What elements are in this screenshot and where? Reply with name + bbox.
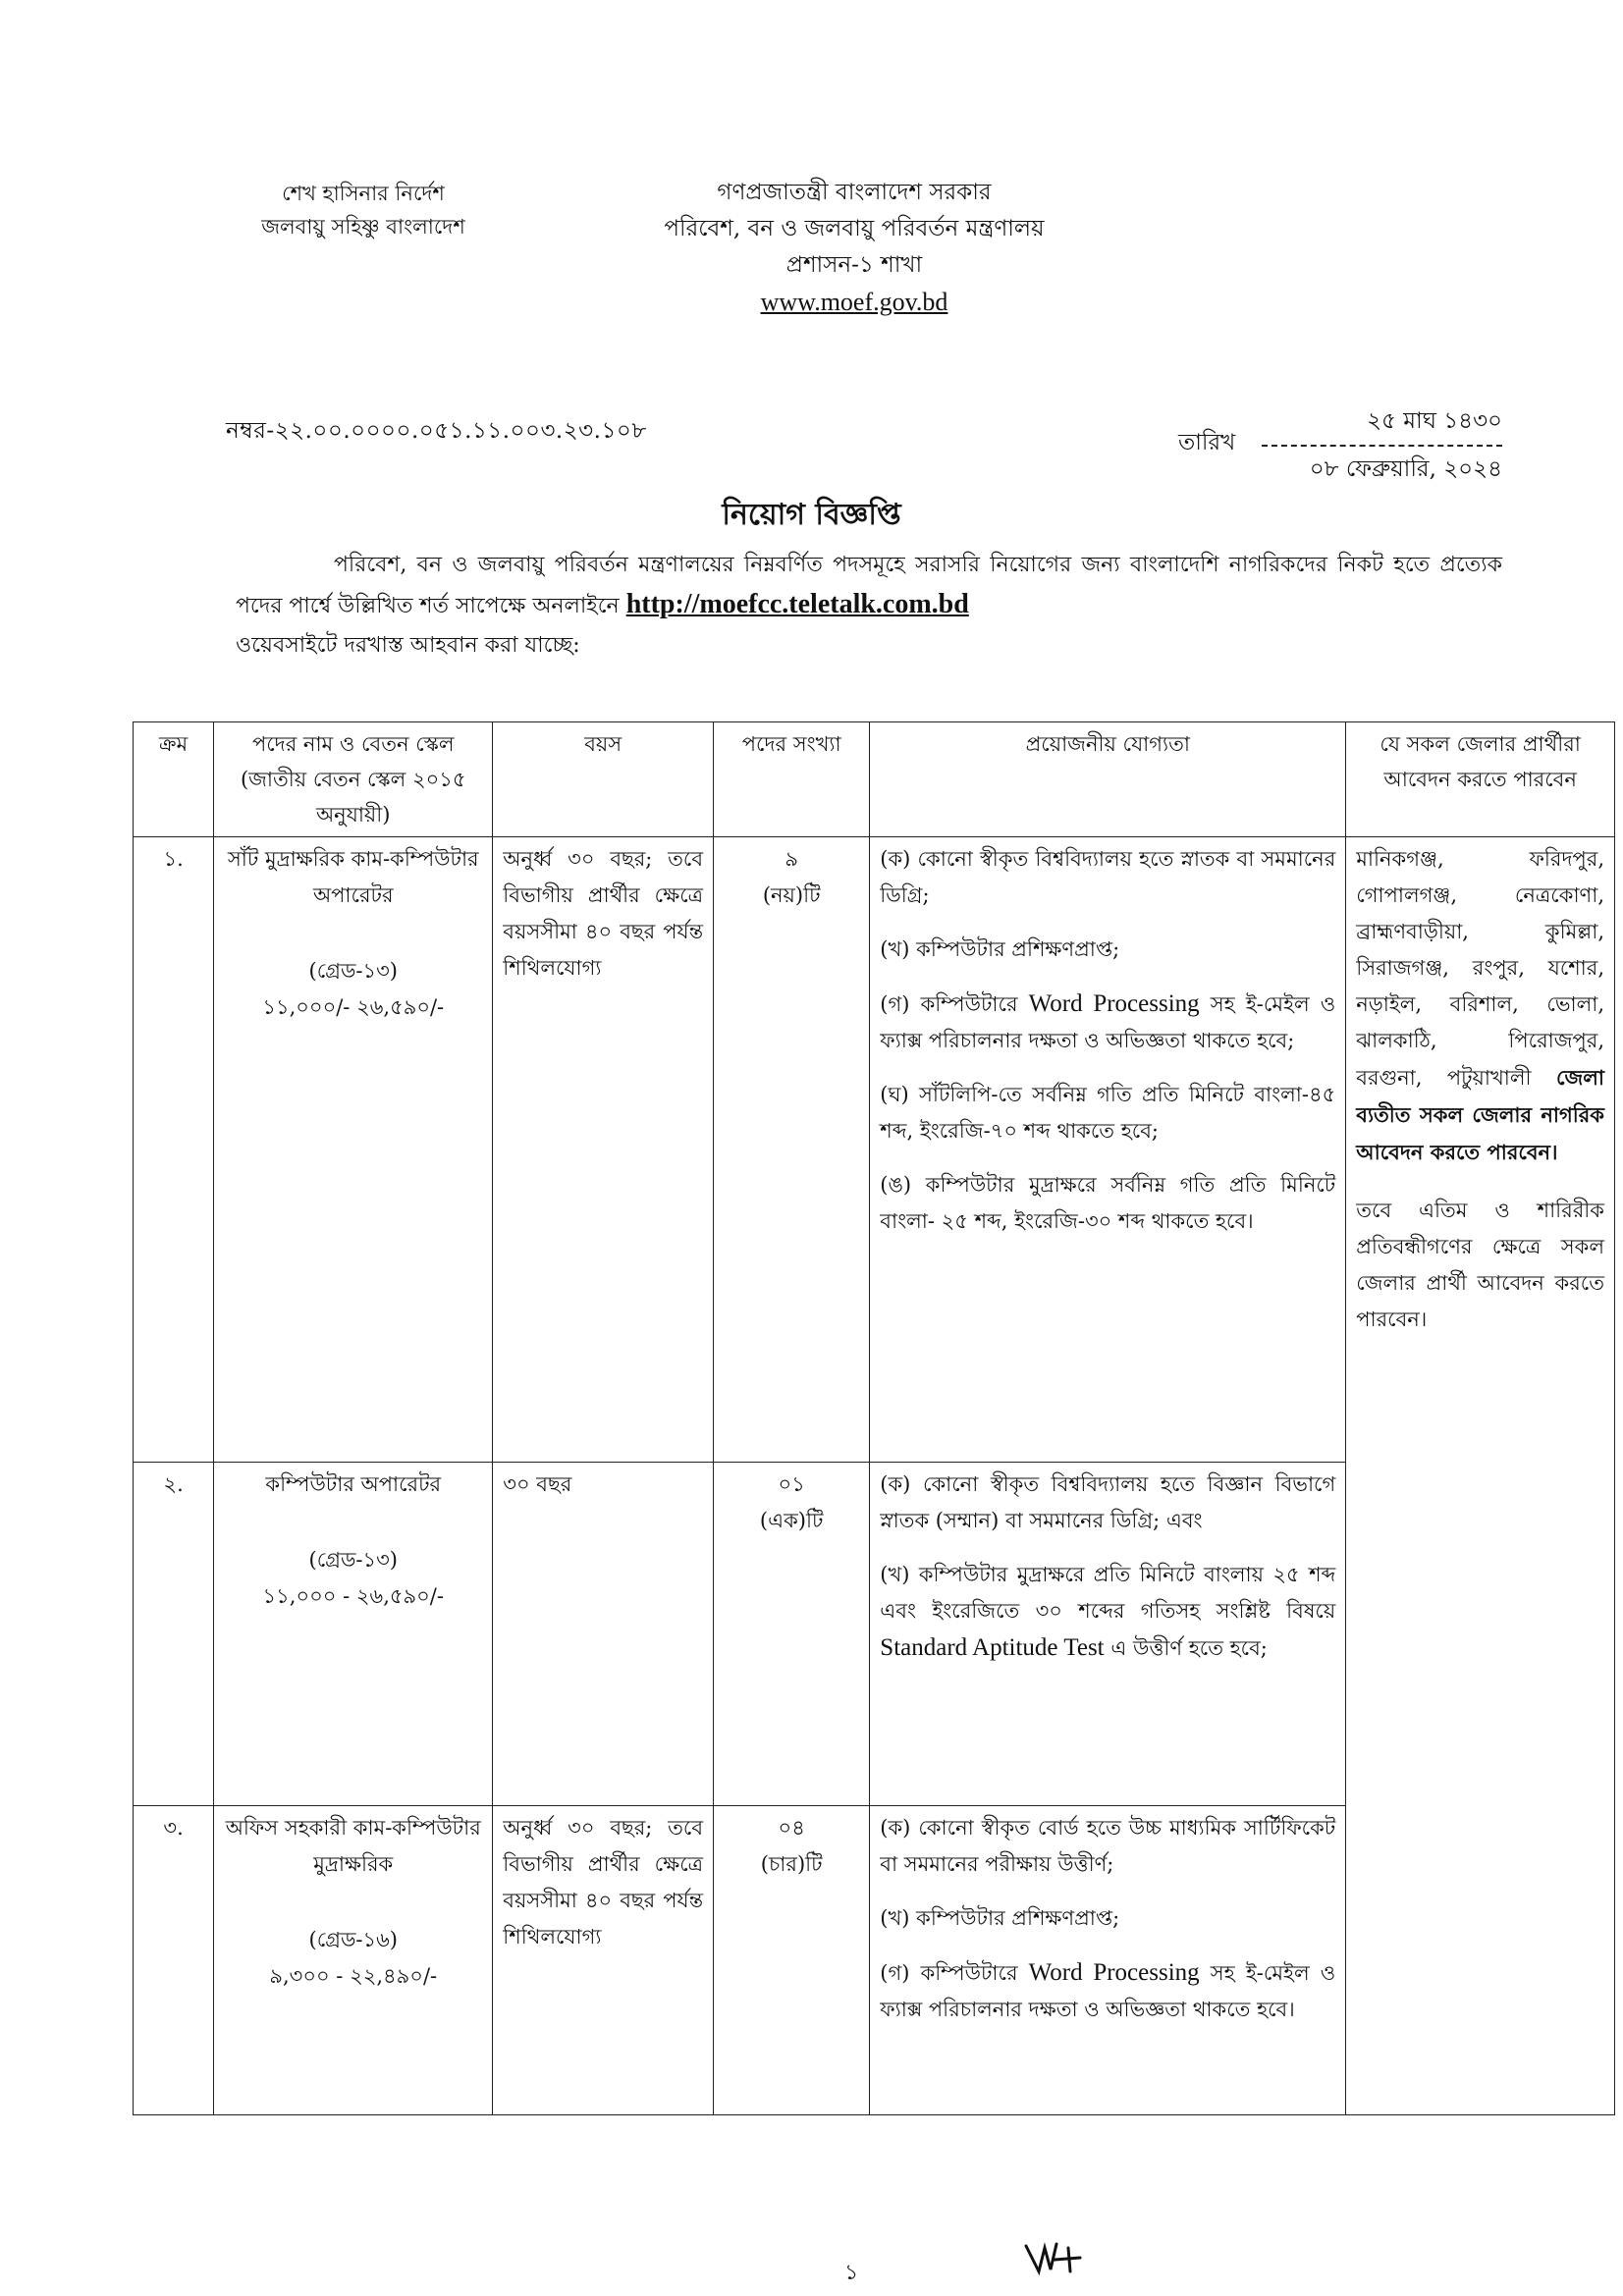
ministry-website-link[interactable]: www.moef.gov.bd — [760, 288, 948, 316]
ministry-name: পরিবেশ, বন ও জলবায়ু পরিবর্তন মন্ত্রণালয় — [664, 216, 1045, 241]
header-post: পদের নাম ও বেতন স্কেল (জাতীয় বেতন স্কেল ২০১৫ অনুযায়ী) — [214, 722, 493, 837]
district-list: মানিকগঞ্জ, ফরিদপুর, গোপালগঞ্জ, নেত্রকোণা, ব্রাহ্মণবাড়ীয়া, কুমিল্লা, সিরাজগঞ্জ, রংপুর, যশোর, নড়াইল, বরিশাল, ভোলা, ঝালকাঠি, পিরোজপুর, বরগুনা, পটুয়াখালী — [1356, 847, 1604, 1090]
row-sl: ১. — [134, 837, 214, 1463]
post-grade: (গ্রেড-১৬) — [308, 1928, 398, 1951]
motto-line-2: জলবায়ু সহিষ্ণু বাংলাদেশ — [261, 215, 465, 239]
memo-number: নম্বর-২২.০০.০০০০.০৫১.১১.০০৩.২৩.১০৮ — [226, 418, 647, 444]
qualification-item: (ক) কোনো স্বীকৃত বিশ্ববিদ্যালয় হতে বিজ্ঞান বিভাগে স্নাতক (সম্মান) বা সমমানের ডিগ্রি; এবং — [880, 1472, 1336, 1532]
district-note: তবে এতিম ও শারিরীক প্রতিবন্ধীগণের ক্ষেত্রে সকল জেলার প্রার্থী আবেদন করতে পারবেন। — [1356, 1199, 1604, 1331]
row-post — [214, 1806, 493, 2115]
intro-text: পরিবেশ, বন ও জলবায়ু পরিবর্তন মন্ত্রণালয়ের নিম্নবর্ণিত পদসমূহে সরাসরি নিয়োগের জন্য বাংলাদেশি নাগরিকদের নিকট হতে প্রত্যেক পদের পার্শ্বে উল্লিখিত শর্ত সাপেক্ষে অনলাইনে — [236, 553, 1502, 618]
qualification-english: Word Processing — [1028, 1959, 1200, 1986]
intro-paragraph — [236, 546, 1502, 666]
page-number: ১ — [844, 2261, 859, 2285]
row-qualification — [870, 1806, 1346, 2115]
vacancy-table — [133, 721, 1615, 2115]
post-grade: (গ্রেড-১৩) — [308, 959, 398, 983]
qualification-item: (ক) কোনো স্বীকৃত বিশ্ববিদ্যালয় হতে স্নাতক বা সমমানের ডিগ্রি; — [880, 847, 1336, 907]
count-number: ০৪ — [778, 1816, 805, 1840]
post-scale: ৯,৩০০ - ২২,৪৯০/- — [269, 1964, 438, 1988]
date-bangla: ২৫ মাঘ ১৪৩০ — [1262, 402, 1502, 447]
header-districts: যে সকল জেলার প্রার্থীরা আবেদন করতে পারবেন — [1346, 722, 1615, 837]
qualification-english: Standard Aptitude Test — [880, 1634, 1105, 1661]
header-motto — [226, 177, 501, 243]
count-words: (এক)টি — [759, 1509, 824, 1532]
post-name: সাঁট মুদ্রাক্ষরিক কাম-কম্পিউটার অপারেটর — [227, 847, 479, 907]
post-scale: ১১,০০০/- ২৬,৫৯০/- — [262, 995, 445, 1019]
row-sl: ২. — [134, 1463, 214, 1806]
qualification-item — [880, 1954, 1335, 2028]
govt-name: গণপ্রজাতন্ত্রী বাংলাদেশ সরকার — [717, 180, 992, 205]
post-name: কম্পিউটার অপারেটর — [265, 1472, 442, 1496]
qualification-text: সহ ই-মেইল ও ফ্যাক্স পরিচালনার দক্ষতা ও অভিজ্ঞতা থাকতে হবে। — [880, 1961, 1336, 2021]
count-number: ৯ — [784, 847, 798, 871]
district-restriction: জেলা ব্যতীত সকল জেলার নাগরিক আবেদন করতে পারবেন। — [1356, 1065, 1604, 1164]
branch-name: প্রশাসন-১ শাখা — [785, 252, 923, 278]
qualification-item — [880, 1557, 1335, 1667]
header-count: পদের সংখ্যা — [714, 722, 870, 837]
post-scale: ১১,০০০ - ২৬,৫৯০/- — [262, 1584, 444, 1608]
row-post — [214, 837, 493, 1463]
header-age: বয়স — [493, 722, 714, 837]
qualification-item: (খ) কম্পিউটার প্রশিক্ষণপ্রাপ্ত; — [880, 937, 1120, 961]
qualification-item — [880, 986, 1335, 1059]
count-words: (চার)টি — [760, 1852, 823, 1876]
header-sl: ক্রম — [134, 722, 214, 837]
date-label: তারিখ — [1178, 430, 1236, 455]
signature-initial-icon — [1021, 2238, 1109, 2277]
qualification-text: সহ ই-মেইল ও ফ্যাক্স পরিচালনার দক্ষতা ও অভিজ্ঞতা থাকতে হবে; — [880, 992, 1336, 1052]
row-qualification — [870, 837, 1346, 1463]
date-gregorian: ০৮ ফেব্রুয়ারি, ২০২৪ — [1309, 456, 1502, 482]
row-count — [714, 1806, 870, 2115]
row-districts — [1346, 837, 1615, 2115]
date-block — [1262, 402, 1502, 489]
qualification-text: (গ) কম্পিউটারে — [880, 1961, 1018, 1985]
qualification-english: Word Processing — [1028, 990, 1200, 1017]
row-sl: ৩. — [134, 1806, 214, 2115]
qualification-text: (খ) কম্পিউটার মুদ্রাক্ষরে প্রতি মিনিটে বাংলায় ২৫ শব্দ এবং ইংরেজিতে ৩০ শব্দের গতিসহ সংশ্লিষ্ট বিষয়ে — [880, 1563, 1336, 1623]
row-age: অনুর্ধ্ব ৩০ বছর; তবে বিভাগীয় প্রার্থীর ক্ষেত্রে বয়সসীমা ৪০ বছর পর্যন্ত শিথিলযোগ্য — [493, 1806, 714, 2115]
count-number: ০১ — [778, 1472, 805, 1496]
row-age: অনুর্ধ্ব ৩০ বছর; তবে বিভাগীয় প্রার্থীর ক্ষেত্রে বয়সসীমা ৪০ বছর পর্যন্ত শিথিলযোগ্য — [493, 837, 714, 1463]
qualification-text: (গ) কম্পিউটারে — [880, 992, 1018, 1016]
page-title: নিয়োগ বিজ্ঞপ্তি — [722, 498, 901, 532]
qualification-item: (ঘ) সাঁটলিপি-তে সর্বনিম্ন গতি প্রতি মিনিটে বাংলা-৪৫ শব্দ, ইংরেজি-৭০ শব্দ থাকতে হবে; — [880, 1083, 1336, 1143]
table-row — [134, 837, 1615, 1463]
post-grade: (গ্রেড-১৩) — [308, 1548, 398, 1572]
row-count — [714, 837, 870, 1463]
table-header-row — [134, 722, 1615, 837]
row-count — [714, 1463, 870, 1806]
header-ministry — [628, 175, 1080, 320]
qualification-text: এ উত্তীর্ণ হতে হবে; — [1110, 1636, 1268, 1660]
qualification-item: (ক) কোনো স্বীকৃত বোর্ড হতে উচ্চ মাধ্যমিক সার্টিফিকেট বা সমমানের পরীক্ষায় উত্তীর্ণ; — [880, 1816, 1336, 1876]
row-age: ৩০ বছর — [493, 1463, 714, 1806]
post-name: অফিস সহকারী কাম-কম্পিউটার মুদ্রাক্ষরিক — [225, 1816, 481, 1876]
header-qualification: প্রয়োজনীয় যোগ্যতা — [870, 722, 1346, 837]
row-qualification — [870, 1463, 1346, 1806]
qualification-item: (খ) কম্পিউটার প্রশিক্ষণপ্রাপ্ত; — [880, 1906, 1120, 1930]
intro-tail: ওয়েবসাইটে দরখাস্ত আহবান করা যাচ্ছে: — [236, 633, 580, 658]
motto-line-1: শেখ হাসিনার নির্দেশ — [282, 182, 445, 205]
qualification-item: (ঙ) কম্পিউটার মুদ্রাক্ষরে সর্বনিম্ন গতি প্রতি মিনিটে বাংলা- ২৫ শব্দ, ইংরেজি-৩০ শব্দ থাকতে হবে। — [880, 1173, 1336, 1233]
application-website-link[interactable]: http://moefcc.teletalk.com.bd — [625, 589, 969, 619]
count-words: (নয়)টি — [762, 883, 821, 907]
row-post — [214, 1463, 493, 1806]
